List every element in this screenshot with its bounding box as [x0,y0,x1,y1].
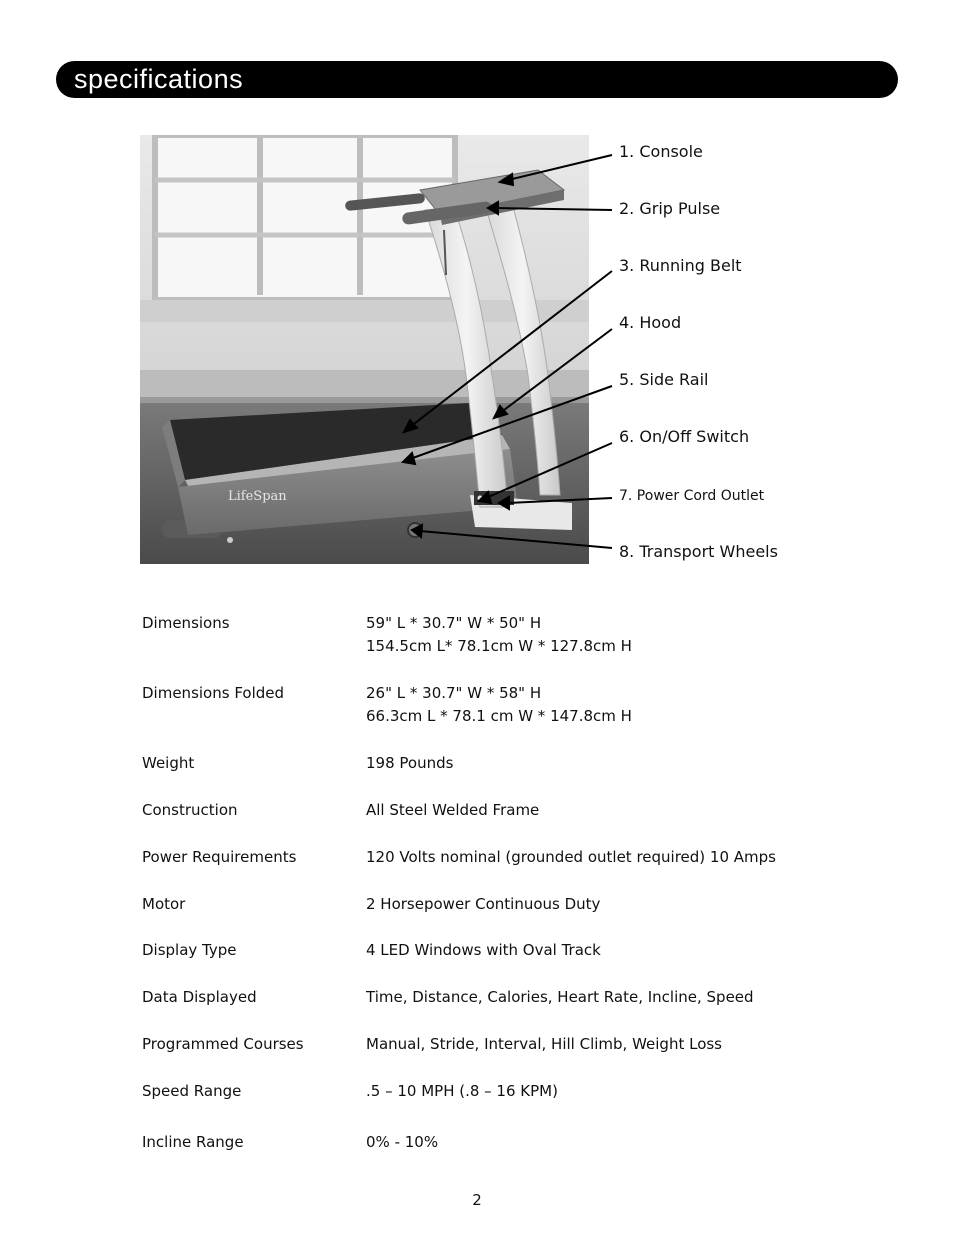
spec-label: Motor [142,895,186,913]
spec-value [366,612,632,658]
spec-value [366,752,453,775]
spec-label: Data Displayed [142,988,257,1006]
spec-value-line: 2 Horsepower Continuous Duty [366,895,601,913]
callout-console: 1. Console [619,142,703,161]
spec-value-line: Time, Distance, Calories, Heart Rate, Incline, Speed [366,988,754,1006]
spec-value-line: 66.3cm L * 78.1 cm W * 147.8cm H [366,707,632,725]
page-number: 2 [472,1191,482,1209]
spec-value [366,1033,722,1056]
spec-value [366,1131,438,1154]
callout-hood: 4. Hood [619,313,682,332]
spec-value [366,986,754,1009]
brand-logo: LifeSpan [228,489,287,504]
callout-transport-wheels: 8. Transport Wheels [619,542,778,561]
spec-label: Programmed Courses [142,1035,304,1053]
spec-value-line: Manual, Stride, Interval, Hill Climb, Weight Loss [366,1035,723,1053]
spec-value [366,846,776,869]
callout-power-cord-outlet: 7. Power Cord Outlet [619,488,765,504]
spec-label: Power Requirements [142,848,297,866]
spec-value [366,1080,558,1103]
spec-label: Dimensions [142,614,230,632]
spec-value-line: 59" L * 30.7" W * 50" H [366,614,542,632]
spec-value-line: 198 Pounds [366,754,454,772]
callout-on-off-switch: 6. On/Off Switch [619,427,750,446]
spec-value-line: 154.5cm L* 78.1cm W * 127.8cm H [366,637,632,655]
callout-grip-pulse: 2. Grip Pulse [619,199,721,218]
spec-value-line: 0% - 10% [366,1133,439,1151]
spec-value [366,939,601,962]
spec-value-line: .5 – 10 MPH (.8 – 16 KPM) [366,1082,558,1100]
spec-label: Display Type [142,941,237,959]
spec-label: Construction [142,801,238,819]
callout-running-belt: 3. Running Belt [619,256,742,275]
section-header-bar [56,61,898,98]
spec-label: Speed Range [142,1082,242,1100]
spec-value-line: 4 LED Windows with Oval Track [366,941,601,959]
spec-label: Incline Range [142,1133,244,1151]
spec-value-line: 26" L * 30.7" W * 58" H [366,684,542,702]
spec-value [366,799,539,822]
treadmill-photo [140,135,589,564]
spec-value-line: All Steel Welded Frame [366,801,540,819]
callout-side-rail: 5. Side Rail [619,370,709,389]
spec-label: Weight [142,754,195,772]
spec-label: Dimensions Folded [142,684,285,702]
spec-value-line: 120 Volts nominal (grounded outlet required) 10 Amps [366,848,776,866]
section-title: specifications [74,64,244,94]
spec-value [366,893,600,916]
spec-value [366,682,632,728]
